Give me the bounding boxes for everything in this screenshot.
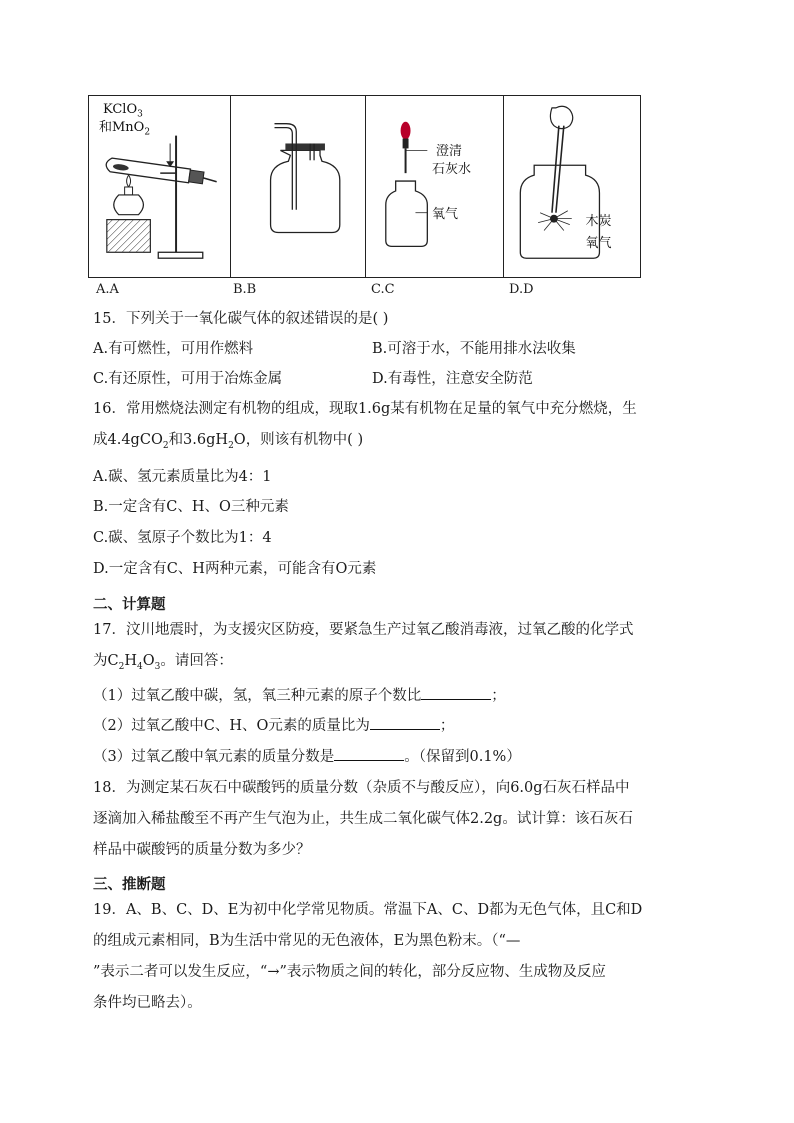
section-3-title: 三、推断题 bbox=[93, 877, 166, 893]
option-a: A.A bbox=[96, 282, 119, 297]
panel-d bbox=[504, 96, 641, 277]
panel-c-reagent-line2: 石灰水 bbox=[432, 162, 472, 177]
q16-option-c: C.碳、氢原子个数比为1：4 bbox=[93, 530, 272, 546]
answer-blank[interactable] bbox=[421, 685, 491, 700]
answer-blank[interactable] bbox=[334, 746, 404, 761]
panel-a-reagent-label: KClO$_3$ bbox=[103, 102, 143, 120]
panel-a-catalyst-label: 和MnO$_2$ bbox=[99, 120, 151, 138]
panel-b bbox=[231, 96, 366, 277]
q19-line4: 条件均已略去）。 bbox=[93, 995, 202, 1011]
q17-sub1: （1）过氧乙酸中碳，氢，氧三种元素的原子个数比 ； bbox=[93, 685, 506, 706]
q15-option-b: B.可溶于水，不能用排水法收集 bbox=[372, 341, 576, 357]
q16-stem-line1: 16．常用燃烧法测定有机物的组成，现取1.6g某有机物在足量的氧气中充分燃烧，生 bbox=[93, 401, 637, 417]
q17-sub3: （3）过氧乙酸中氧元素的质量分数是 。（保留到0.1%） bbox=[93, 746, 521, 767]
q17-sub2: （2）过氧乙酸中C、H、O元素的质量比为 ； bbox=[93, 715, 454, 736]
panel-d-charcoal-label: 木炭 bbox=[585, 214, 612, 229]
answer-blank[interactable] bbox=[370, 715, 440, 730]
panel-a bbox=[89, 96, 231, 277]
option-c: C.C bbox=[371, 282, 395, 297]
q15-option-c: C.有还原性，可用于冶炼金属 bbox=[93, 371, 283, 387]
option-b: B.B bbox=[233, 282, 257, 297]
gas-bottle-drawing bbox=[231, 96, 365, 277]
q16-option-a: A.碳、氢元素质量比为4：1 bbox=[93, 469, 272, 485]
panel-c-gas-label: 氧气 bbox=[432, 207, 459, 222]
q19-line2: 的组成元素相同，B为生活中常见的无色液体，E为黑色粉末。（“— bbox=[93, 933, 521, 949]
q16-option-d: D.一定含有C、H两种元素，可能含有O元素 bbox=[93, 561, 377, 577]
dropper-bottle-drawing bbox=[366, 96, 503, 277]
q19-line1: 19．A、B、C、D、E为初中化学常见物质。常温下A、C、D都为无色气体，且C和D bbox=[93, 902, 643, 918]
charcoal-combustion-drawing bbox=[504, 96, 641, 277]
q15-stem: 15．下列关于一氧化碳气体的叙述错误的是( ) bbox=[93, 311, 389, 327]
q16-stem-line2: 成4.4gCO$_2$和$3.6gH_2O$，则该有机物中( ) bbox=[93, 432, 364, 451]
option-d: D.D bbox=[509, 282, 534, 297]
apparatus-figure bbox=[88, 95, 641, 278]
figure-option-labels bbox=[88, 282, 641, 298]
q18-line3: 样品中碳酸钙的质量分数为多少？ bbox=[93, 842, 311, 858]
q18-line1: 18．为测定某石灰石中碳酸钙的质量分数（杂质不与酸反应），向6.0g石灰石样品中 bbox=[93, 780, 630, 796]
q17-stem-line2: 为$C_2H_4O_3$。请回答： bbox=[93, 653, 233, 672]
q17-stem-line1: 17．汶川地震时，为支援灾区防疫，要紧急生产过氧乙酸消毒液，过氧乙酸的化学式 bbox=[93, 622, 634, 638]
q16-option-b: B.一定含有C、H、O三种元素 bbox=[93, 499, 289, 515]
q19-line3: ”表示二者可以发生反应，“→”表示物质之间的转化，部分反应物、生成物及反应 bbox=[93, 964, 606, 980]
panel-d-gas-label: 氧气 bbox=[585, 236, 612, 251]
panel-c bbox=[366, 96, 504, 277]
q18-line2: 逐滴加入稀盐酸至不再产生气泡为止，共生成二氧化碳气体2.2g。试计算：该石灰石 bbox=[93, 811, 633, 827]
q15-option-a: A.有可燃性，可用作燃料 bbox=[93, 341, 254, 357]
section-2-title: 二、计算题 bbox=[93, 597, 166, 613]
q15-option-d: D.有毒性，注意安全防范 bbox=[372, 371, 533, 387]
panel-c-reagent-line1: 澄清 bbox=[436, 144, 463, 159]
